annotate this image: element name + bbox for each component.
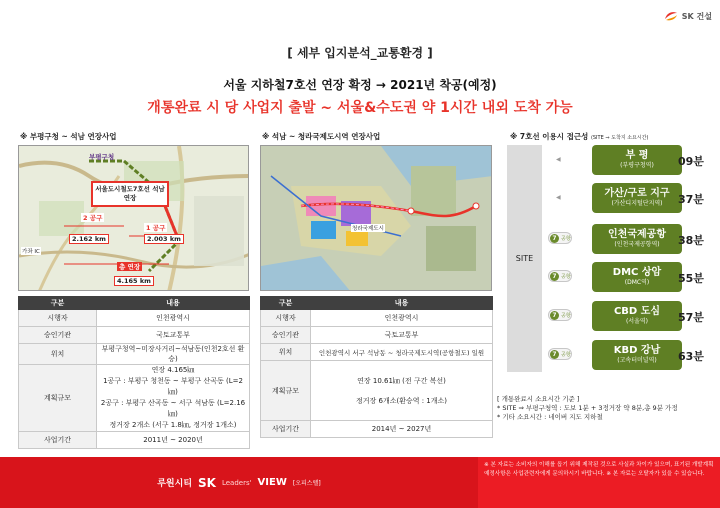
table-value: 부평구청역~미장사거리~석남동(인천2호선 환승) [97, 344, 250, 365]
table-value: 2014년 ~ 2027년 [311, 421, 493, 438]
station-sub: (DMC역) [624, 279, 650, 286]
line7-badge [548, 309, 572, 321]
right-section-label [510, 131, 648, 142]
arrow-icon: ◀ [556, 194, 561, 201]
table-value: 국토교통부 [97, 327, 250, 344]
sk-butterfly-icon [663, 10, 679, 22]
table-key: 승인기관 [19, 327, 97, 344]
map-label-work2: 2 공구 [83, 214, 103, 222]
footer-brand-city: 루원시티 [157, 479, 193, 489]
badge-label: 공항 [561, 273, 571, 280]
badge-label: 공항 [561, 351, 571, 358]
note-line: * SITE ⇒ 부평구청역 : 도보 1분 + 3정거장 약 8분,총 9분 가정 [497, 404, 678, 412]
line7-icon: 7 [550, 234, 559, 243]
line7-badge [548, 348, 572, 360]
middle-info-table [260, 296, 493, 438]
map-label-work2-len: 2.162 km [69, 234, 109, 244]
badge-label: 공항 [561, 312, 571, 319]
station-box [592, 301, 682, 331]
table-header-cell: 구분 [19, 297, 97, 310]
table-value: 인천광역시 [97, 310, 250, 327]
map-label-total-len: 4.165 km [114, 276, 154, 286]
table-row [19, 327, 250, 344]
table-key: 계획규모 [261, 361, 311, 421]
station-name: CBD 도심 [613, 306, 661, 317]
note-line: [ 개통완료시 소요시간 기준 ] [497, 395, 580, 403]
footer-brand-leaders: Leaders' [221, 478, 252, 487]
station-name: 부 평 [625, 150, 649, 161]
plan-line: 연장 10.61㎞ (전 구간 복선) [357, 376, 446, 385]
table-key: 승인기관 [261, 327, 311, 344]
plan-line: 1공구 : 부평구 청천동 ~ 부평구 산곡동 (L=2㎞) [103, 377, 243, 396]
plan-line: 2공구 : 부평구 산곡동 ~ 서구 석남동 (L=2.16㎞) [100, 399, 246, 418]
station-sub: (인천국제공항역) [614, 241, 660, 248]
table-row [261, 310, 493, 327]
table-key: 위치 [19, 344, 97, 365]
left-map [18, 145, 249, 291]
station-name: KBD 강남 [613, 345, 661, 356]
route-row [548, 301, 720, 331]
plan-line: 연장 4.165㎞ [151, 366, 195, 374]
map-label-work1: 1 공구 [146, 224, 166, 232]
line7-badge [548, 270, 572, 282]
map-label-red-box: 서울도시철도7호선 석남연장 [91, 181, 169, 207]
page-headline: 개통완료 시 당 사업지 출발 ~ 서울&수도권 약 1시간 내외 도착 가능 [147, 100, 573, 116]
map-label-total: 총 연장 [119, 263, 141, 271]
table-key: 시행자 [19, 310, 97, 327]
table-key: 사업기간 [261, 421, 311, 438]
route-row [548, 145, 720, 175]
travel-minutes: 63분 [678, 350, 704, 363]
right-section-title: ※ 7호선 이용시 접근성 [510, 132, 589, 141]
table-value: 2011년 ~ 2020년 [97, 432, 250, 449]
travel-minutes: 38분 [678, 234, 704, 247]
table-value: 인천광역시 [311, 310, 493, 327]
station-box [592, 183, 682, 213]
travel-minutes: 57분 [678, 311, 704, 324]
note-line: * 기타 소요시간 : 네이버 지도 지하철 [497, 413, 603, 421]
table-key: 사업기간 [19, 432, 97, 449]
table-header-cell: 내용 [97, 297, 250, 310]
middle-map-drawing [261, 146, 492, 291]
table-header-cell: 내용 [311, 297, 493, 310]
station-name: 인천국제공항 [608, 229, 666, 240]
plan-line: 정거장 2개소 (서구 1.8㎞, 정거장 1개소) [109, 421, 237, 429]
route-row [548, 262, 720, 292]
table-row [19, 344, 250, 365]
table-header-cell: 구분 [261, 297, 311, 310]
line7-icon: 7 [550, 350, 559, 359]
station-sub: (부평구청역) [620, 162, 654, 169]
station-box [592, 262, 682, 292]
badge-label: 공항 [561, 235, 571, 242]
travel-minutes: 09분 [678, 155, 704, 168]
table-value [97, 365, 250, 432]
station-name: DMC 상암 [612, 267, 662, 278]
brand-logo [663, 10, 712, 22]
table-value: 국토교통부 [311, 327, 493, 344]
table-value: 인천광역시 서구 석남동 ~ 청라국제도시역(공항철도) 일원 [311, 344, 493, 361]
travel-minutes: 55분 [678, 272, 704, 285]
table-value [311, 361, 493, 421]
map-label-work1-len: 2.003 km [144, 234, 184, 244]
page-title: [ 세부 입지분석_교통환경 ] [287, 46, 433, 60]
footer-brand-type: [오피스텔] [292, 480, 321, 487]
brand-text: SK 건설 [681, 11, 712, 21]
line7-badge [548, 232, 572, 244]
table-header-row [19, 297, 250, 310]
footer [0, 457, 720, 508]
map-label-cheongna: 청라국제도시 [352, 226, 384, 232]
table-key: 위치 [261, 344, 311, 361]
station-sub: (고속터미널역) [617, 357, 657, 364]
station-box [592, 340, 682, 370]
plan-line: 정거장 6개소(환승역 : 1개소) [355, 396, 448, 405]
middle-map [260, 145, 492, 291]
footer-disclaimer: ※ 본 자료는 소비자의 이해를 돕기 위해 제작된 것으로 사실과 차이가 있으며, 표기된 개발계획 예정사항은 사업관련자에게 문의하시기 바랍니다. ※ 본 자료는 오탈자가 있을 수 있습니다. [484, 462, 714, 477]
route-row [548, 340, 720, 370]
station-sub: (서울역) [625, 318, 649, 325]
left-info-table [18, 296, 250, 449]
route-row [548, 183, 720, 213]
notes [497, 395, 678, 422]
table-key: 시행자 [261, 310, 311, 327]
page-subtitle: 서울 지하철7호선 연장 확정 → 2021년 착공(예정) [223, 78, 497, 92]
route-row [548, 224, 720, 254]
footer-brand-view: VIEW [257, 477, 287, 488]
map-label-ic: 가좌 IC [22, 249, 40, 255]
table-row [19, 432, 250, 449]
line7-icon: 7 [550, 272, 559, 281]
middle-section-label: ※ 석남 ~ 청라국제도시역 연장사업 [262, 132, 381, 141]
map-label-top: 부평구청 [89, 153, 115, 161]
right-section-sub: (SITE ⇒ 도착지 소요시간) [590, 135, 649, 141]
table-row [261, 327, 493, 344]
station-name: 가산/구로 지구 [604, 188, 670, 199]
table-row [19, 310, 250, 327]
table-header-row [261, 297, 493, 310]
footer-brand [0, 457, 478, 508]
line7-icon: 7 [550, 311, 559, 320]
table-row [261, 421, 493, 438]
travel-minutes: 37분 [678, 193, 704, 206]
left-section-label: ※ 부평구청 ~ 석남 연장사업 [20, 132, 117, 141]
arrow-icon: ◀ [556, 156, 561, 163]
station-box [592, 224, 682, 254]
station-box [592, 145, 682, 175]
table-row [19, 365, 250, 432]
table-row [261, 361, 493, 421]
table-row [261, 344, 493, 361]
site-box: SITE [507, 145, 542, 372]
footer-brand-sk: SK [198, 475, 216, 490]
table-key: 계획규모 [19, 365, 97, 432]
station-sub: (가산디지털단지역) [611, 200, 663, 207]
